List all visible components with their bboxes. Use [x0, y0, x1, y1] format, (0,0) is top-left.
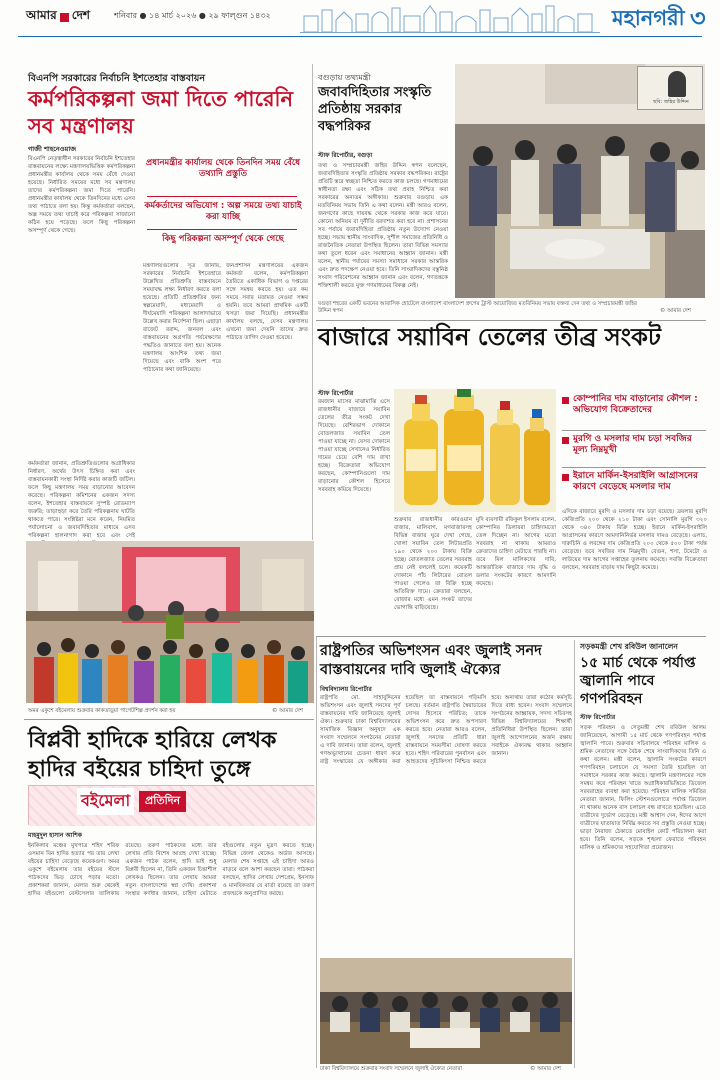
- story-byline: মাহমুদুল হাসান আশিক: [28, 832, 82, 839]
- paper-logo: [26, 7, 90, 27]
- column-rule: [316, 636, 317, 1068]
- book-fair-photo: [26, 541, 314, 703]
- story-byline: স্টাফ রিপোর্টার: [318, 390, 354, 397]
- story-body: তথ্য ও সম্প্রচারমন্ত্রী জহির উদ্দিন স্বপন বলেছেন, জবাবদিহিতার সংস্কৃতি প্রতিষ্ঠায় সরকার বদ্ধপরিকর। রাষ্ট্রের প্রতিটি স্তরে স্বচ্ছতা নিশ্চিত করতে কাজ চলছে। গণমাধ্যমের স্বাধীনতা রক্ষা এবং সঠিক তথ্য প্রবাহ নিশ্চিত করা সরকারের অন্যতম অঙ্গীকার। শুক্রবার বগুড়ায় এক মতবিনিময় সভায় তিনি এ কথা বলেন। মন্ত্রী আরও বলেন, জনগণের কাছে দায়বদ্ধ থেকে সরকার কাজ করে যাবে। কোনো অনিয়ম বা দুর্নীতি বরদাশত করা হবে না। প্রশাসনের সব পর্যায়ে জবাবদিহিতা প্রতিষ্ঠায় নতুন উদ্যোগ নেওয়া হচ্ছে। সভায় স্থানীয় সাংবাদিক, সুশীল সমাজের প্রতিনিধি ও রাজনৈতিক নেতারা উপস্থিত ছিলেন। তারা বিভিন্ন সমস্যার কথা তুলে ধরেন এবং সমাধানের আহ্বান জানান। মন্ত্রী বলেন, স্থানীয় পর্যায়ের সমস্যা সমাধানে সরকার আন্তরিক এবং দ্রুত পদক্ষেপ নেওয়া হবে। তিনি সাংবাদিকদের বস্তুনিষ্ঠ সংবাদ পরিবেশনের আহ্বান জানান এবং বলেন, গণতন্ত্রকে শক্তিশালী করতে মুক্ত গণমাধ্যমের বিকল্প নেই।: [318, 163, 448, 289]
- section-rule: [24, 719, 314, 720]
- story-headline: বাজারে সয়াবিন তেলের তীব্র সংকট: [318, 323, 661, 351]
- banner-title-a: বইমেলা: [77, 788, 134, 815]
- story-byline: স্টাফ রিপোর্টার, বগুড়া: [318, 152, 373, 159]
- bullet-marker: [562, 397, 569, 404]
- bullet-rule: [562, 467, 706, 468]
- story-body: রাষ্ট্রপতি মো. সাহাবুদ্দিনের অভিশংসন এবং জুলাই সনদের পূর্ণ বাস্তবায়নের দাবি জানিয়েছে জুলাই ঐক্য। শুক্রবার ঢাকা বিশ্ববিদ্যালয়ের সামাজিক বিজ্ঞান অনুষদে এক সংবাদ সম্মেলনে সংগঠনের নেতারা এ দাবি জানান। তারা বলেন, জুলাই গণঅভ্যুত্থানের চেতনা ধারণ করে রাষ্ট্র সংস্কারের যে অঙ্গীকার করা হয়েছিল তা বাস্তবায়নে গড়িমসি চলছে। বর্তমান রাষ্ট্রপতি স্বৈরাচারের দোসর হিসেবে পরিচিত; তাকে অভিশংসন করে দ্রুত অপসারণ করতে হবে। নেতারা আরও বলেন, জুলাই সনদের প্রতিটি ধারা বাস্তবায়নে সময়সীমা ঘোষণা করতে হবে। শহিদ পরিবারের পুনর্বাসন এবং আহতদের সুচিকিৎসা নিশ্চিত করতে হবে। অন্যথায় তারা কঠোর কর্মসূচি দিতে বাধ্য হবেন। সংবাদ সম্মেলনে সংগঠনের আহ্বায়ক, সদস্য সচিবসহ বিভিন্ন বিশ্ববিদ্যালয়ের শিক্ষার্থী প্রতিনিধিরা উপস্থিত ছিলেন। তারা জুলাই আন্দোলনের অর্জন রক্ষায় সবাইকে ঐক্যবদ্ধ থাকার আহ্বান জানান।: [320, 695, 572, 765]
- story-kicker: বিএনপি সরকারের নির্বাচনি ইশতেহার বাস্তবায়ন: [28, 73, 206, 84]
- page-number: ৩: [690, 4, 706, 32]
- story-body: শুক্রবার রাজধানীর কারওয়ান বাজার, মালিবাগ, মগবাজারসহ বিভিন্ন বাজার ঘুরে দেখা গেছে, খোলা সয়াবিন তেল লিটারপ্রতি ১৯০ থেকে ২০০ টাকায় বিক্রি হচ্ছে। বোতলজাত তেলের সরবরাহ প্রায় নেই বললেই চলে। কয়েকটি দোকানে পাঁচ লিটারের বোতল পাওয়া গেলেও তা বিক্রি হচ্ছে অতিরিক্ত দামে। ক্রেতারা বলছেন, রোজার মধ্যে এমন সংকট তাদের ভোগান্তি বাড়িয়েছে।: [394, 517, 472, 611]
- photo-credit: © আমার দেশ: [530, 1066, 561, 1072]
- section-rule: [316, 320, 706, 321]
- inset-portrait: [668, 71, 686, 97]
- subhead-rule: [147, 229, 297, 230]
- story-headline: বিপ্লবী হাদিকে হারিয়ে লেখক হাদির বইয়ের চাহিদা তুঙ্গে: [28, 728, 277, 782]
- photo-caption: বগুড়া শহরের একটি ভবনের আবাসিক হোটেলে বাংলাদেশ বাংলাদেশ গ্রুপের ট্রাস্ট আয়োজিত মতবিনিময় সভায় বক্তব্য দেন তথ্য ও সম্প্রচারমন্ত্রী জহির উদ্দিন স্বপন: [318, 301, 638, 314]
- subhead-rule: [147, 196, 297, 197]
- masthead: [0, 0, 720, 62]
- story-body: সড়ক পরিবহন ও সেতুমন্ত্রী শেখ রবিউল আলম জানিয়েছেন, আগামী ১৫ মার্চ থেকে গণপরিবহন পর্যাপ্ত জ্বালানি পাবে। শুক্রবার সচিবালয়ে পরিবহন মালিক ও শ্রমিক নেতাদের সঙ্গে বৈঠক শেষে সাংবাদিকদের তিনি এ কথা বলেন। মন্ত্রী বলেন, জ্বালানি সংকটের কারণে গণপরিবহন চলাচলে যে সমস্যা তৈরি হয়েছিল তা সমাধানে সরকার কাজ করছে। জ্বালানি মন্ত্রণালয়ের সঙ্গে সমন্বয় করে পরিবহন খাতে অগ্রাধিকারভিত্তিতে ডিজেল সরবরাহের ব্যবস্থা করা হয়েছে। পরিবহন মালিক সমিতির নেতারা জানান, ফিলিং স্টেশনগুলোতে পর্যাপ্ত ডিজেল না থাকায় অনেক বাস চলাচল বন্ধ রাখতে হয়েছিল। এতে যাত্রীদের দুর্ভোগ বেড়েছে। মন্ত্রী আশ্বাস দেন, ঈদের আগে যাত্রীদের যাতায়াত নির্বিঘ্ন করতে সব প্রস্তুতি নেওয়া হচ্ছে। ভাড়া নৈরাজ্য ঠেকাতে মোবাইল কোর্ট পরিচালনা করা হবে। তিনি বলেন, সড়কে শৃঙ্খলা ফেরাতে পরিবহন মালিক ও শ্রমিকদের সহযোগিতা প্রয়োজন।: [580, 725, 706, 851]
- story-body: মুদি ব্যবসায়ী রফিকুল ইসলাম বলেন, কোম্পানির ডিলাররা চাহিদামতো তেল দিচ্ছেন না। আগের মতো সরবরাহ না থাকায় আমরাও ক্রেতাদের চাহিদা মেটাতে পারছি না। তবে মিল মালিকদের দাবি, আন্তর্জাতিক বাজারে দাম বৃদ্ধি ও ডলার সংকটের কারণে আমদানি কমেছে।: [476, 517, 556, 587]
- bullet-text: কোম্পানির দাম বাড়ানোর কৌশল : অভিযোগ বিক্রেতাদের: [573, 394, 698, 415]
- column-rule: [312, 64, 313, 540]
- photo-caption: ঢাকা বিশ্ববিদ্যালয়ে শুক্রবার সংবাদ সম্মেলনে জুলাই ঐক্যের নেতারা: [320, 1066, 463, 1072]
- bookfair-banner: [28, 785, 314, 825]
- photo-credit: © আমার দেশ: [660, 308, 691, 314]
- section-title: মহানগরী: [612, 6, 685, 30]
- story-body: এদিকে বাজারে মুরগি ও মসলার দাম চড়া রয়েছে। ব্রয়লার মুরগি কেজিপ্রতি ২০০ থেকে ২১০ টাকা এবং সোনালি মুরগি ৩২০ থেকে ৩৪০ টাকায় বিক্রি হচ্ছে। ইরানে মার্কিন-ইসরাইলি আগ্রাসনের কারণে আমদানিনির্ভর মসলার দামও বেড়েছে। এলাচ, দারুচিনি ও লবঙ্গের দাম কেজিপ্রতি ২০০ থেকে ৫০০ টাকা পর্যন্ত বেড়েছে। তবে সবজির দাম নিম্নমুখী। বেগুন, শসা, টমেটো ও লাউয়ের দাম আগের সপ্তাহের তুলনায় কমেছে। সবজি বিক্রেতারা বলছেন, সরবরাহ বাড়ায় দাম কিছুটা কমেছে।: [562, 509, 707, 571]
- photo-credit: © আমার দেশ: [272, 708, 303, 714]
- press-conference-photo: [320, 958, 572, 1064]
- photo-inset: [637, 66, 703, 110]
- story-headline: রাষ্ট্রপতির অভিশংসন এবং জুলাই সনদ বাস্তবায়নের দাবি জুলাই ঐক্যের: [320, 643, 542, 678]
- story-headline: ১৫ মার্চ থেকে পর্যাপ্ত জ্বালানি পাবে গণপরিবহন: [580, 655, 696, 707]
- bullet-marker: [562, 437, 569, 444]
- bullet-rule: [562, 430, 706, 431]
- paper-name-b: দেশ: [71, 8, 91, 22]
- story-headline: কর্মপরিকল্পনা জমা দিতে পারেনি সব মন্ত্রণালয়: [28, 87, 294, 138]
- story-byline: বিশ্ববিদ্যালয় রিপোর্টার: [320, 686, 372, 693]
- story-body: রমজান মাসের মাঝামাঝি এসে রাজধানীর বাজারে সয়াবিন তেলের তীব্র সংকট দেখা দিয়েছে। বেশিরভাগ দোকানে বোতলজাত সয়াবিন তেল পাওয়া যাচ্ছে না। যেসব দোকানে পাওয়া যাচ্ছে সেখানেও নির্ধারিত দামের চেয়ে বেশি দাম রাখা হচ্ছে। বিক্রেতারা অভিযোগ করছেন, কোম্পানিগুলো দাম বাড়ানোর কৌশল হিসেবে সরবরাহ কমিয়ে দিয়েছে।: [318, 399, 390, 493]
- story-subhead: কিছু পরিকল্পনা অসম্পূর্ণ থেকে গেছে: [162, 234, 284, 244]
- story-bullet: [562, 394, 707, 416]
- section-rule: [316, 636, 706, 637]
- masthead-rule: [18, 36, 702, 37]
- date-line: শনিবার ● ১৪ মার্চ ২০২৬ ● ২৯ ফাল্গুন ১৪৩২: [114, 11, 271, 20]
- story-subhead: কর্মকর্তাদের অভিযোগ : অল্প সময়ে তথ্য যাচাই করা যাচ্ছি: [144, 201, 302, 222]
- paper-logo-mark: [60, 13, 69, 22]
- story-body: বিএনপি নেতৃত্বাধীন সরকারের নির্বাচনি ইশতেহার বাস্তবায়নের লক্ষ্যে মন্ত্রণালয়ভিত্তিক কর্মপরিকল্পনা প্রধানমন্ত্রীর কার্যালয় থেকে সময় বেঁধে দেওয়া হয়েছে। নির্ধারিত সময়ের মধ্যে সব মন্ত্রণালয় তাদের কর্মপরিকল্পনা জমা দিতে পারেনি। প্রধানমন্ত্রীর কার্যালয় থেকে তিনদিনের মধ্যে এসব তথ্য পাঠাতে বলা হয়। কিন্তু কর্মকর্তারা বলছেন, অল্প সময়ে তথ্য যাচাই করে পরিকল্পনা সাজানো কঠিন হয়ে পড়েছে। ফলে কিছু পরিকল্পনা অসম্পূর্ণ থেকে গেছে।: [28, 156, 135, 234]
- photo-caption: অমর একুশে বইমেলায় শুক্রবার কাকতাড়ুয়া পাপেটশিল্প প্রদর্শন করা হয়: [28, 708, 176, 714]
- story-headline: জবাবদিহিতার সংস্কৃতি প্রতিষ্ঠায় সরকার বদ্ধপরিকর: [318, 85, 432, 134]
- bullet-text: মুরগি ও মসলার দাম চড়া সবজির মূল্য নিম্নমুখী: [573, 434, 692, 455]
- story-dateline: বগুড়ায় তথ্যমন্ত্রী: [318, 73, 371, 82]
- city-skyline-graphic: [300, 2, 600, 34]
- story-bullet: [562, 471, 707, 493]
- inset-credit: ছবি: জহির উদ্দিন: [653, 99, 689, 105]
- story-body: মন্ত্রণালয়গুলোর সূত্র জানায়, সরকারের নির্বাচনি ইশতেহারে উল্লেখিত প্রতিশ্রুতি বাস্তবায়নে সময়াবদ্ধ লক্ষ্য নির্ধারণ করতে বলা হয়েছে। প্রতিটি প্রতিশ্রুতির জন্য স্বল্পমেয়াদি, মধ্যমেয়াদি ও দীর্ঘমেয়াদি পরিকল্পনা আলাদাভাবে উল্লেখ করার নির্দেশনা ছিল। এছাড়া বাজেট বরাদ্দ, জনবল এবং বাস্তবায়নের অগ্রগতি পর্যবেক্ষণের পদ্ধতিও জানাতে বলা হয়। অনেক মন্ত্রণালয় আংশিক তথ্য জমা দিয়েছে এবং বাকি অংশ পরে পাঠানোর কথা জানিয়েছে।: [143, 263, 221, 373]
- story-body: কর্মকর্তারা জানান, প্রতিশ্রুতিগুলোর অগ্রাধিকার নির্ধারণ, অর্থের উৎস চিহ্নিত করা এবং বাস্তবায়নকারী সংস্থা নির্দিষ্ট করার কাজটি জটিল। ফলে কিছু মন্ত্রণালয় সময় বাড়ানোর আবেদন করেছে। পরিকল্পনা কমিশনের একজন সদস্য বলেন, ইশতেহার বাস্তবায়নে সুস্পষ্ট রোডম্যাপ জরুরি; তাড়াহুড়া করে তৈরি পরিকল্পনায় ঘাটতি থাকতে পারে। সংশ্লিষ্টরা মনে করেন, নিয়মিত পর্যালোচনা ও জবাবদিহিতার মাধ্যমে এসব পরিকল্পনা হালনাগাদ করা হবে এবং সেই: [28, 461, 135, 539]
- bullet-text: ইরানে মার্কিন-ইসরাইলি আগ্রাসনের কারণে বেড়েছে মসলার দাম: [573, 471, 698, 492]
- paper-name-a: আমার: [26, 8, 57, 22]
- news-photo-meeting: [455, 64, 705, 298]
- bullet-marker: [562, 474, 569, 481]
- story-subhead: প্রধানমন্ত্রীর কার্যালয় থেকে তিনদিন সময় বেঁধে তথ্যাদি প্রস্তুতি: [145, 158, 301, 179]
- story-byline: গাজী শাহনেওয়াজ: [28, 145, 77, 153]
- story-byline: স্টাফ রিপোর্টার: [580, 714, 616, 721]
- column-rule: [574, 640, 575, 1068]
- story-kicker: সড়কমন্ত্রী শেখ রবিউল জানালেন: [580, 642, 678, 651]
- banner-title-b: প্রতিদিন: [139, 791, 186, 812]
- oil-bottles-photo: [394, 389, 556, 512]
- story-body: ইনকিলাব মঞ্চের মুখপাত্র শহিদ শরিফ ওসমান বিন হাদির হত্যার পর তার লেখা বইয়ের চাহিদা বেড়েছে কয়েকগুণ। অমর একুশে বইমেলায় তার বইয়ের স্টলে পাঠকদের ভিড় চোখে পড়ার মতো। প্রকাশকরা জানান, মেলার শুরু থেকেই হাদির বইগুলো বেস্টসেলার তালিকায় রয়েছে। তরুণ পাঠকদের মধ্যে তার লেখার প্রতি বিশেষ আগ্রহ দেখা যাচ্ছে। একজন পাঠক বলেন, হাদি ভাই শুধু বিপ্লবী ছিলেন না, তিনি একজন চিন্তাশীল লেখকও ছিলেন। তার লেখায় আমরা নতুন বাংলাদেশের স্বপ্ন দেখি। প্রকাশনা সংস্থার কর্ণধার জানান, চাহিদা মেটাতে বইগুলোর নতুন মুদ্রণ করতে হচ্ছে। বিভিন্ন জেলা থেকেও অর্ডার আসছে। মেলার শেষ সপ্তাহে এই চাহিদা আরও বাড়বে বলে আশা করছেন তারা। পাঠকরা বলছেন, হাদির লেখায় দেশপ্রেম, ইনসাফ ও মানবিকতার যে বার্তা রয়েছে তা তরুণ প্রজন্মকে অনুপ্রাণিত করছে।: [28, 843, 314, 897]
- story-body: জনপ্রশাসন মন্ত্রণালয়ের একজন কর্মকর্তা বলেন, কর্মপরিকল্পনা তৈরিতে একাধিক বিভাগ ও দপ্তরের সঙ্গে সমন্বয় করতে হয়। এত কম সময়ে সবার মতামত নেওয়া সম্ভব হয়নি। তবে আমরা প্রাথমিক একটি খসড়া জমা দিয়েছি। প্রধানমন্ত্রীর কার্যালয় বলছে, যেসব মন্ত্রণালয় এখনো জমা দেয়নি তাদের দ্রুত পাঠাতে তাগিদ দেওয়া হয়েছে।: [226, 263, 308, 341]
- story-bullet: [562, 434, 707, 456]
